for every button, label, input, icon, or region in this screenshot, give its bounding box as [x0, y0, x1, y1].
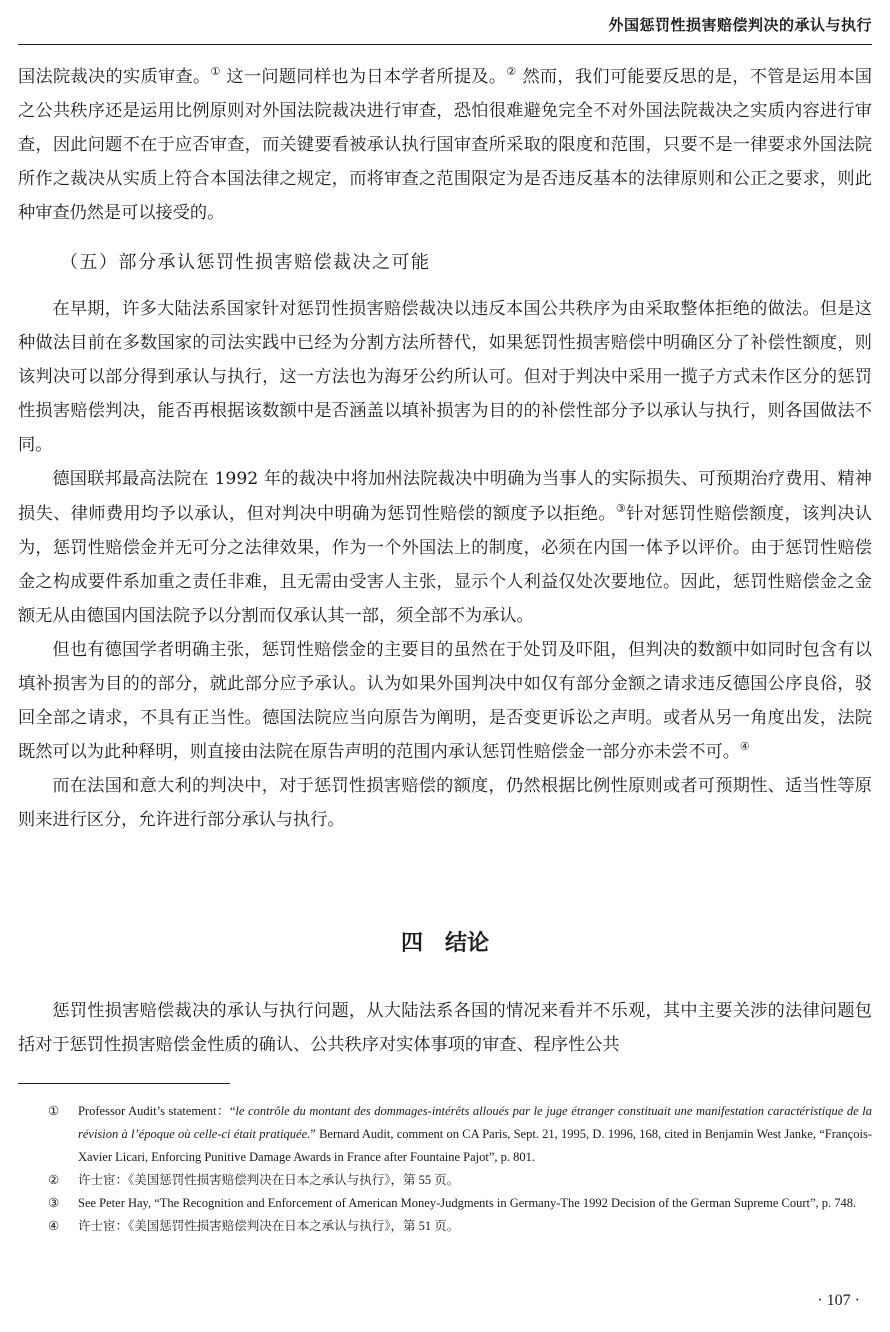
- footnote-4-text: 许士宦：《美国惩罚性损害赔偿判决在日本之承认与执行》，第 51 页。: [78, 1219, 460, 1233]
- footnote-rule: [18, 1083, 230, 1084]
- footnote-3-text: See Peter Hay, “The Recognition and Enforcement of American Money-Judgments in Germany-The 1992 Decision of the German Supreme Court”, p. 748.: [78, 1196, 857, 1210]
- paragraph-1-text: 国法院裁决的实质审查。: [18, 67, 211, 87]
- running-header: 外国惩罚性损害赔偿判决的承认与执行: [608, 16, 872, 34]
- subheading-partial-recognition: （五）部分承认惩罚性损害赔偿裁决之可能: [60, 252, 431, 273]
- footnote-4: [18, 1215, 872, 1238]
- paragraph-6: 惩罚性损害赔偿裁决的承认与执行问题，从大陆法系各国的情况来看并不乐观，其中主要关涉的法律问题包括对于惩罚性损害赔偿金性质的确认、公共秩序对实体事项的审查、程序性公共: [18, 1001, 872, 1056]
- paragraph-3-text: 德国联邦最高法院在 1992 年的裁决中将加州法院裁决中明确为当事人的实际损失、可预期治疗费用、精神损失、律师费用均予以承认，但对判决中明确为惩罚性赔偿的额度予以拒绝。: [18, 469, 872, 524]
- section-title-conclusion: 四 结论: [400, 931, 489, 956]
- footnote-1-mark: ①: [48, 1104, 60, 1118]
- footnote-4-mark: ④: [48, 1219, 60, 1233]
- footnote-1-quote: le contrôle du montant des dommages-intérêts alloués par le juge étranger constituait une manifestation caractéristique de la révision à l’époque où celle-ci était pratiquée.: [78, 1104, 872, 1141]
- footnote-1-citation: ” Bernard Audit, comment on CA Paris, Sept. 21, 1995, D. 1996, 168, cited in Benjamin West Janke, “François-Xavier Licari, Enforcing Punitive Damage Awards in France after Fountaine Pajot”, p. 801.: [78, 1127, 872, 1164]
- paragraph-4: [18, 633, 872, 769]
- footnote-3: [18, 1192, 872, 1215]
- footnote-1-text: Professor Audit’s statement：“: [78, 1104, 236, 1118]
- paragraph-3: [18, 462, 872, 632]
- footnote-3-mark: ③: [48, 1196, 60, 1210]
- paragraph-1: [18, 60, 872, 230]
- paragraph-3-text-b: 针对惩罚性赔偿额度，该判决认为，惩罚性赔偿金并无可分之法律效果，作为一个外国法上的制度，必须在内国一体予以评价。由于惩罚性赔偿金之构成要件系加重之责任非难，且无需由受害人主张，显示个人利益仅处次要地位。因此，惩罚性赔偿金之金额无从由德国内国法院予以分割而仅承认其一部，须全部不为承认。: [18, 503, 872, 626]
- header-rule: [18, 44, 872, 45]
- paragraph-2: 在早期，许多大陆法系国家针对惩罚性损害赔偿裁决以违反本国公共秩序为由采取整体拒绝的做法。但是这种做法目前在多数国家的司法实践中已经为分割方法所替代，如果惩罚性损害赔偿中明确区分了补偿性额度，则该判决可以部分得到承认与执行，这一方法也为海牙公约所认可。但对于判决中采用一揽子方式未作区分的惩罚性损害赔偿判决，能否再根据该数额中是否涵盖以填补损害为目的的补偿性部分予以承认与执行，则各国做法不同。: [18, 299, 872, 456]
- footnote-ref-4[interactable]: ④: [739, 740, 750, 754]
- footnote-ref-3[interactable]: ③: [615, 501, 627, 515]
- footnote-ref-1[interactable]: ①: [210, 65, 221, 78]
- footnote-ref-2[interactable]: ②: [506, 65, 517, 78]
- paragraph-1-text-c: 然而，我们可能要反思的是，不管是运用本国之公共秩序还是运用比例原则对外国法院裁决进行审查，恐怕很难避免完全不对外国法院裁决之实质内容进行审查，因此问题不在于应否审查，而关键要看被承认执行国审查所采取的限度和范围，只要不是一律要求外国法院所作之裁决从实质上符合本国法律之规定，而将审查之范围限定为是否违反基本的法律原则和公正之要求，则此种审查仍然是可以接受的。: [18, 67, 872, 224]
- paragraph-group-3: [18, 994, 872, 1062]
- footnote-2: [18, 1169, 872, 1192]
- footnote-2-mark: ②: [48, 1173, 60, 1187]
- page-number: · 107 ·: [817, 1292, 860, 1309]
- paragraph-group-2: [18, 292, 872, 838]
- paragraph-1-text-b: 这一问题同样也为日本学者所提及。: [220, 67, 507, 87]
- paragraph-4-text: 但也有德国学者明确主张，惩罚性赔偿金的主要目的虽然在于处罚及吓阻，但判决的数额中如同时包含有以填补损害为目的的部分，就此部分应予承认。认为如果外国判决中如仅有部分金额之请求违反德国公序良俗，驳回全部之请求，不具有正当性。德国法院应当向原告为阐明，是否变更诉讼之声明。或者从另一角度出发，法院既然可以为此种释明，则直接由法院在原告声明的范围内承认惩罚性赔偿金一部分亦未尝不可。: [18, 639, 872, 763]
- footnotes: [18, 1100, 872, 1238]
- footnote-1: [18, 1100, 872, 1169]
- paragraph-5: 而在法国和意大利的判决中，对于惩罚性损害赔偿的额度，仍然根据比例性原则或者可预期性、适当性等原则来进行区分，允许进行部分承认与执行。: [18, 776, 872, 831]
- footnote-2-text: 许士宦：《美国惩罚性损害赔偿判决在日本之承认与执行》，第 55 页。: [78, 1173, 460, 1187]
